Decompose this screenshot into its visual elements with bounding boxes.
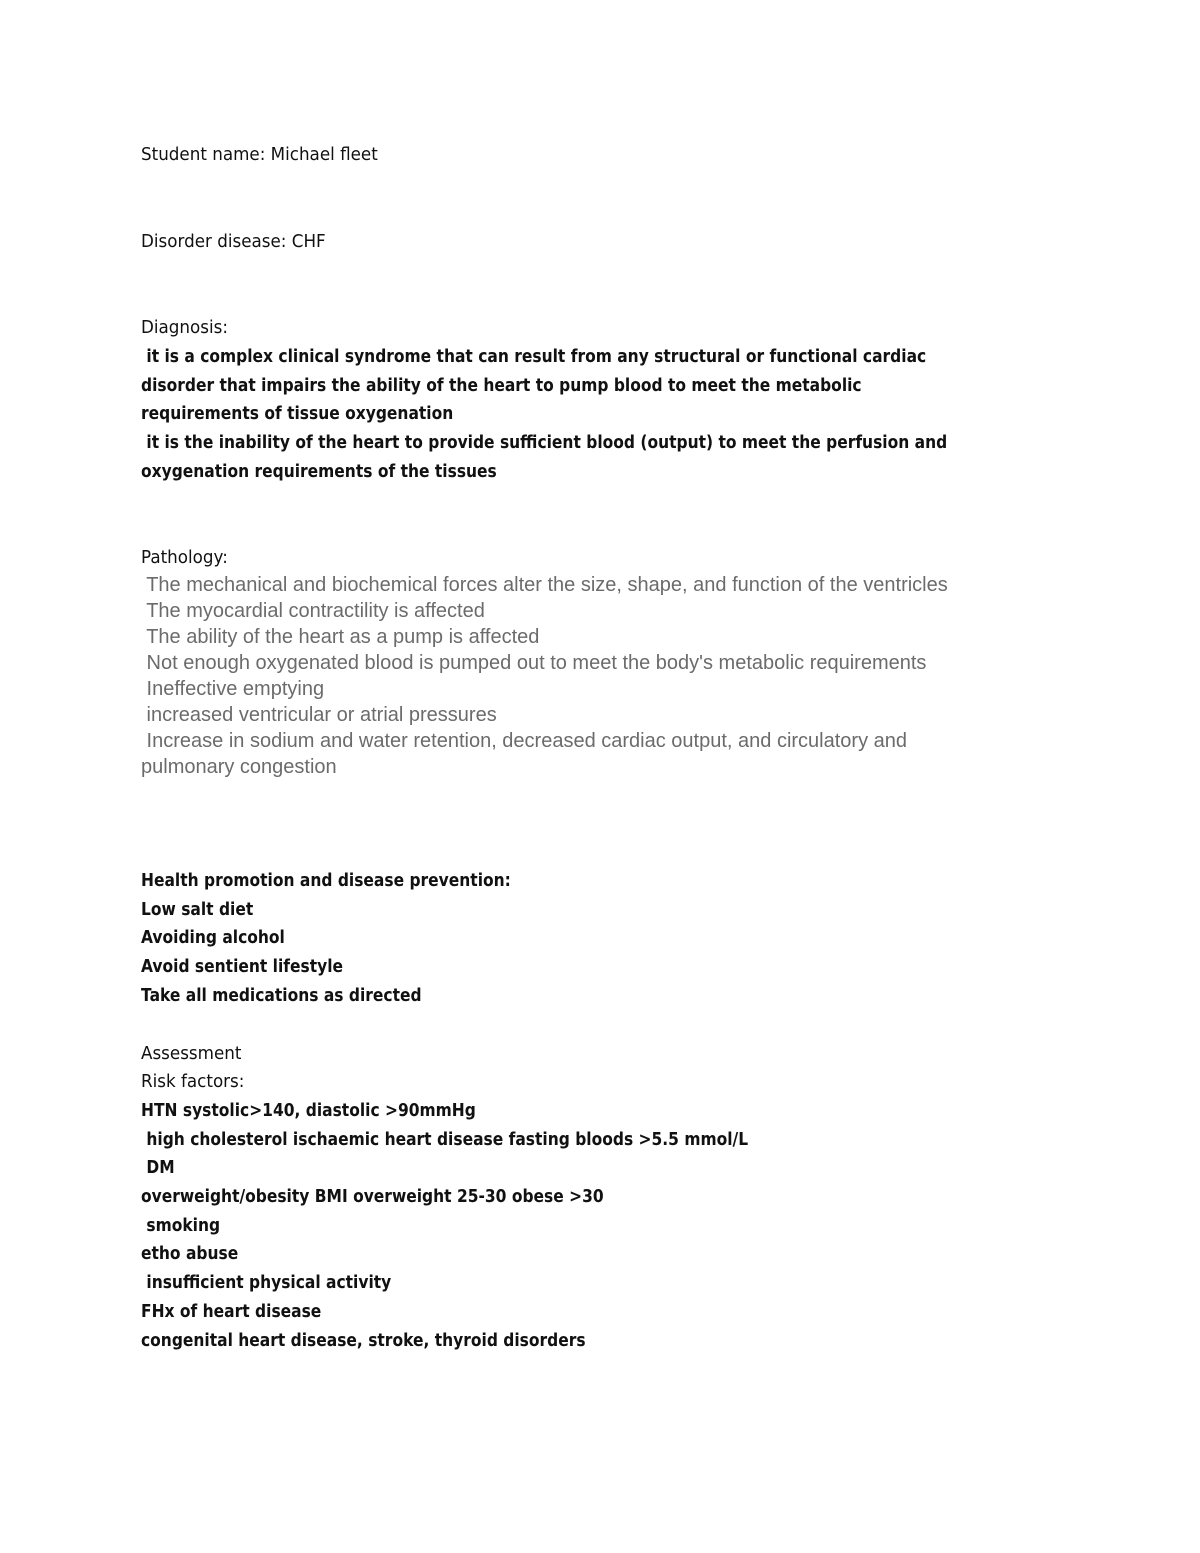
pathology-line: Increase in sodium and water retention, decreased cardiac output, and circulatory and	[141, 730, 907, 752]
risk-factor-item: DM	[141, 1157, 175, 1178]
pathology-line: increased ventricular or atrial pressures	[141, 704, 497, 726]
diagnosis-line: oxygenation requirements of the tissues	[141, 461, 497, 482]
pathology-line: pulmonary congestion	[141, 756, 337, 778]
health-promotion-item: Avoiding alcohol	[141, 927, 285, 948]
health-promotion-heading: Health promotion and disease prevention:	[141, 870, 511, 891]
student-name: Student name: Michael fleet	[141, 144, 378, 165]
risk-factor-item: congenital heart disease, stroke, thyroid disorders	[141, 1330, 586, 1351]
diagnosis-line: disorder that impairs the ability of the heart to pump blood to meet the metabolic	[141, 375, 862, 396]
pathology-line: Ineffective emptying	[141, 678, 325, 700]
risk-factor-item: etho abuse	[141, 1243, 239, 1264]
diagnosis-line: requirements of tissue oxygenation	[141, 403, 454, 424]
health-promotion-item: Take all medications as directed	[141, 985, 422, 1006]
pathology-heading: Pathology:	[141, 547, 228, 568]
health-promotion-item: Avoid sentient lifestyle	[141, 956, 344, 977]
disorder-disease: Disorder disease: CHF	[141, 231, 326, 252]
risk-factors-heading: Risk factors:	[141, 1071, 245, 1092]
diagnosis-line: it is a complex clinical syndrome that can result from any structural or functional cardiac	[141, 346, 927, 367]
assessment-heading: Assessment	[141, 1043, 242, 1064]
pathology-line: The ability of the heart as a pump is affected	[141, 626, 540, 648]
diagnosis-line: it is the inability of the heart to provide sufficient blood (output) to meet the perfusion and	[141, 432, 948, 453]
risk-factor-item: high cholesterol ischaemic heart disease fasting bloods >5.5 mmol/L	[141, 1129, 749, 1150]
risk-factor-item: overweight/obesity BMI overweight 25-30 obese >30	[141, 1186, 604, 1207]
risk-factor-item: HTN systolic>140, diastolic >90mmHg	[141, 1100, 476, 1121]
diagnosis-heading: Diagnosis:	[141, 317, 229, 338]
risk-factor-item: insufficient physical activity	[141, 1272, 392, 1293]
risk-factor-item: smoking	[141, 1215, 221, 1236]
pathology-line: Not enough oxygenated blood is pumped out to meet the body's metabolic requirements	[141, 652, 927, 674]
pathology-line: The myocardial contractility is affected	[141, 600, 485, 622]
pathology-line: The mechanical and biochemical forces alter the size, shape, and function of the ventricles	[141, 574, 948, 596]
health-promotion-item: Low salt diet	[141, 899, 254, 920]
risk-factor-item: FHx of heart disease	[141, 1301, 322, 1322]
